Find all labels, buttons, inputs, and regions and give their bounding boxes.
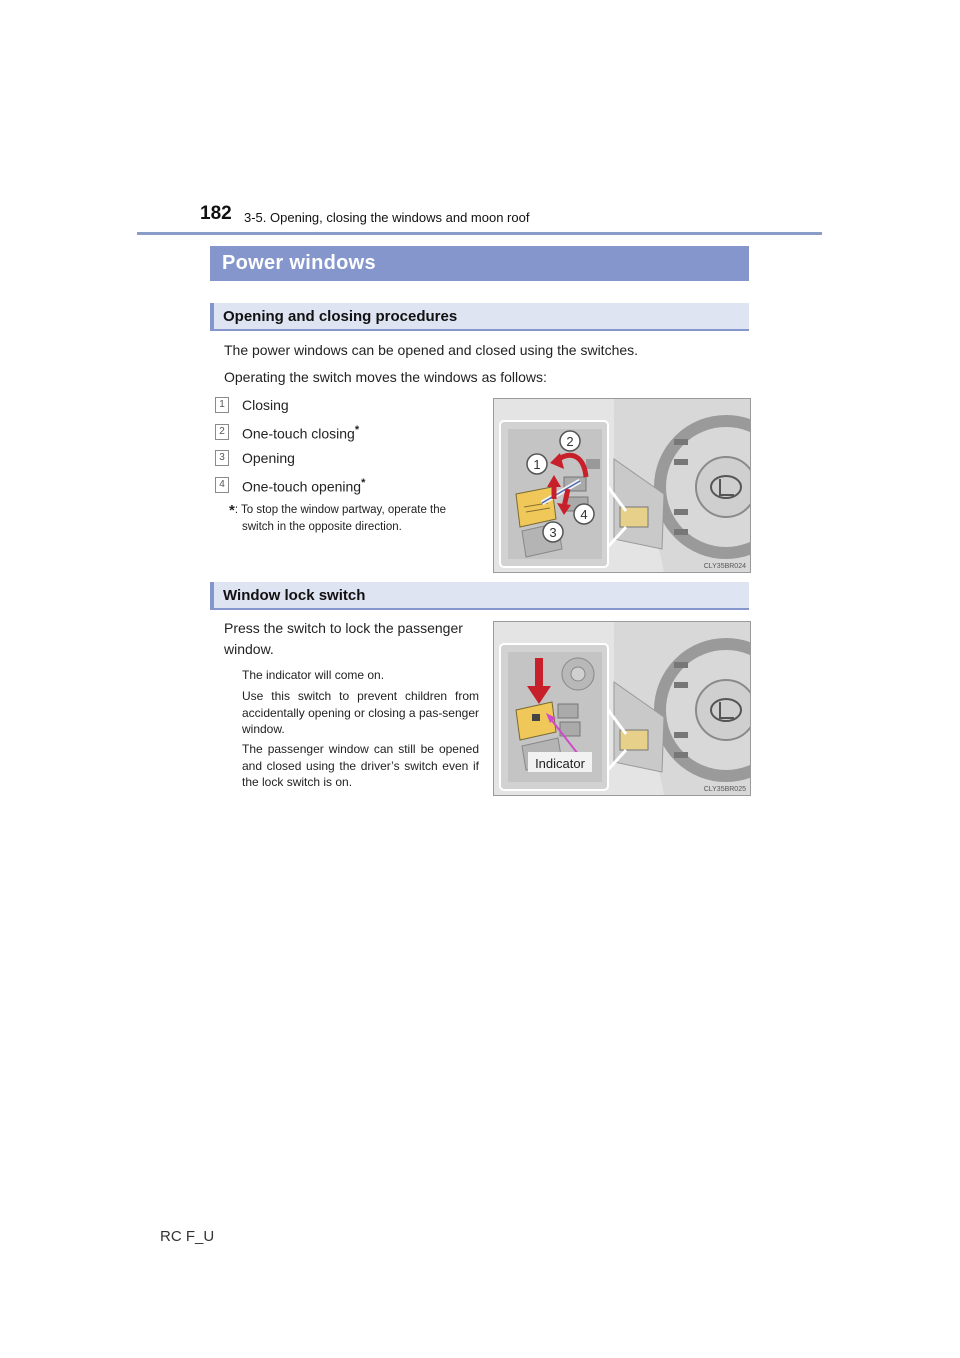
step-number-2: 2 — [215, 424, 229, 440]
footnote-line-2: switch in the opposite direction. — [242, 521, 402, 533]
lock-instruction-line-2: window. — [224, 641, 274, 657]
callout-4: 4 — [580, 507, 588, 522]
step-label-one-touch-closing: One-touch closing* — [242, 424, 360, 442]
header-divider — [137, 232, 822, 235]
callout-1: 1 — [533, 457, 541, 472]
figure-code: CLY35BR024 — [703, 563, 746, 570]
illustration-lock-switch — [494, 622, 750, 795]
step-label-opening: Opening — [242, 450, 295, 466]
section-heading-opening-closing: Opening and closing procedures — [210, 303, 749, 331]
indicator-label: Indicator — [535, 756, 585, 771]
footnote-line-1: : To stop the window partway, operate the — [234, 504, 447, 516]
figure-code: CLY35BR025 — [703, 786, 746, 793]
section-heading-window-lock: Window lock switch — [210, 582, 749, 610]
intro-paragraph-2: Operating the switch moves the windows as follows: — [224, 369, 547, 385]
step-number-3: 3 — [215, 450, 229, 466]
intro-paragraph: The power windows can be opened and closed using the switches. — [224, 342, 639, 358]
callout-3: 3 — [549, 525, 557, 540]
step-number-1: 1 — [215, 397, 229, 413]
lock-instruction-line-1: Press the switch to lock the passenger — [224, 620, 463, 636]
callout-2: 2 — [566, 434, 574, 449]
figure-window-lock-switch — [493, 621, 751, 796]
footer-model-code: RC F_U — [160, 1228, 215, 1245]
note-prevent-children: Use this switch to prevent children from accidentally opening or closing a pas-senger window. — [242, 689, 479, 736]
footnote-mark: * — [229, 502, 235, 519]
page-number: 182 — [200, 203, 232, 224]
note-indicator: The indicator will come on. — [242, 668, 385, 682]
section-reference: 3-5. Opening, closing the windows and moon roof — [244, 210, 530, 225]
step-label-closing: Closing — [242, 397, 289, 413]
step-number-4: 4 — [215, 477, 229, 493]
asterisk-mark: * — [361, 477, 366, 489]
page-title: Power windows — [210, 246, 749, 281]
footnote — [229, 502, 446, 536]
illustration-switch-panel — [494, 399, 750, 572]
figure-power-window-switch — [493, 398, 751, 573]
note-driver-switch: The passenger window can still be opened and closed using the driver’s switch even if the lock switch is on. — [242, 742, 479, 789]
step-label-one-touch-opening: One-touch opening* — [242, 477, 366, 495]
asterisk-mark: * — [354, 424, 360, 436]
